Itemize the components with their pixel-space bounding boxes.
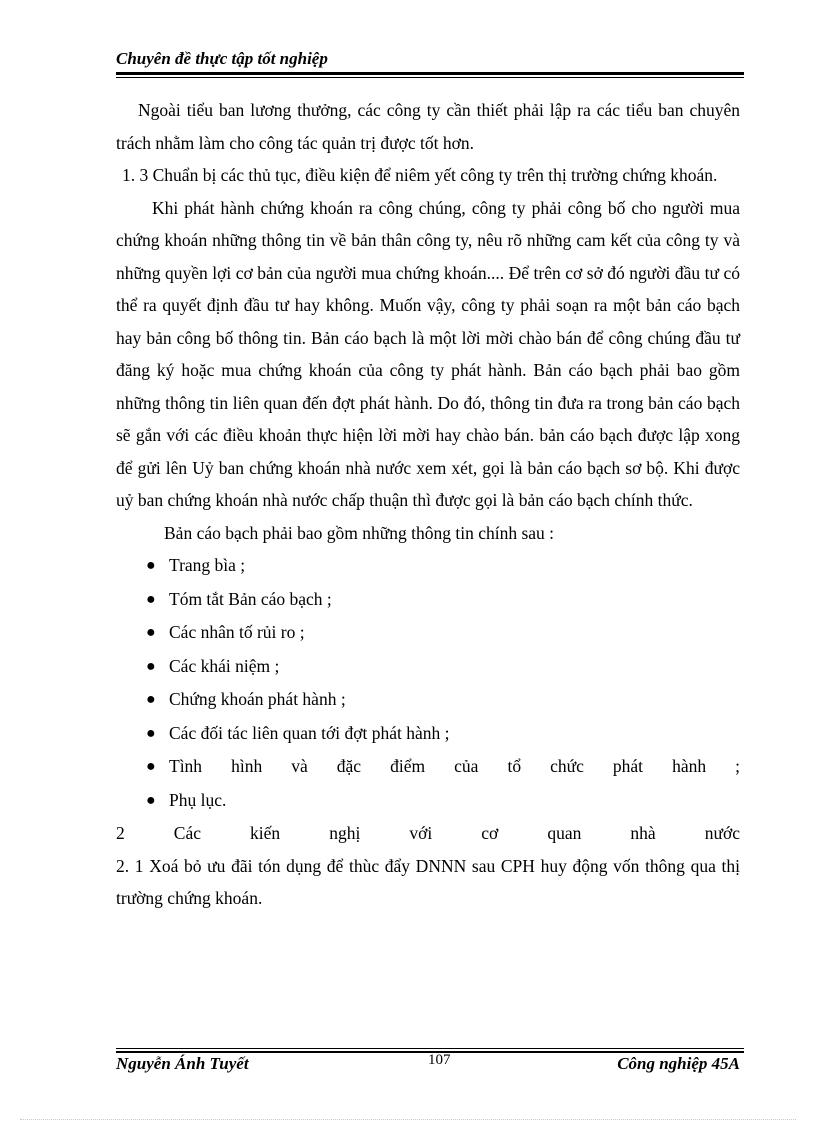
page-number: 107 xyxy=(428,1052,451,1068)
list-item: ● Các đối tác liên quan tới đợt phát hành ; xyxy=(116,717,740,751)
bullet-icon: ● xyxy=(146,758,156,775)
prospectus-contents-list xyxy=(116,549,740,817)
page-bottom-border xyxy=(20,1119,796,1120)
list-item: ● Trang bìa ; xyxy=(116,549,740,583)
bullet-icon: ● xyxy=(146,657,156,675)
footer-author: Nguyễn Ánh Tuyết xyxy=(116,1054,249,1073)
list-item: ● Tình hình và đặc điểm của tổ chức phát hành ; xyxy=(116,750,740,784)
footer-rule-thin xyxy=(116,1048,744,1049)
section-heading-1-3: 1. 3 Chuẩn bị các thủ tục, điều kiện để niêm yết công ty trên thị trường chứng khoán. xyxy=(122,165,718,185)
section-heading-2: 2 Các kiến nghị với cơ quan nhà nước xyxy=(116,823,740,843)
section-heading-2-1: 2. 1 Xoá bỏ ưu đãi tón dụng để thùc đẩy DNNN sau CPH huy động vốn thông qua thị trường chứng khoán. xyxy=(116,855,740,908)
list-item: ● Chứng khoán phát hành ; xyxy=(116,683,740,717)
bullet-icon: ● xyxy=(146,557,156,574)
footer-class: Công nghiệp 45A xyxy=(617,1054,740,1073)
page-header xyxy=(116,48,744,70)
paragraph-subcommittees: Ngoài tiểu ban lương thưởng, các công ty cần thiết phải lập ra các tiểu ban chuyên trách nhằm làm cho công tác quản trị được tốt hơn. xyxy=(116,100,740,153)
list-item: ● Phụ lục. xyxy=(116,784,740,818)
bullet-icon: ● xyxy=(146,791,156,809)
list-item: ● Các nhân tố rủi ro ; xyxy=(116,616,740,650)
header-title: Chuyên đề thực tập tốt nghiệp xyxy=(116,49,328,68)
paragraph-prospectus-contents-intro: Bản cáo bạch phải bao gồm những thông tin chính sau : xyxy=(164,522,555,543)
paragraph-prospectus: Khi phát hành chứng khoán ra công chúng, công ty phải công bố cho người mua chứng khoán những thông tin về bản thân công ty, nêu rõ những cam kết của công ty và những quyền lợi cơ bản của người mua chứng khoán.... Để trên cơ sở đó người đầu tư có thể ra quyết định đầu tư hay không. Muốn vậy, công ty phải soạn ra một bản cáo bạch hay bản công bố thông tin. Bản cáo bạch là một lời mời chào bán để công chúng đầu tư đăng ký hoặc mua chứng khoán của công ty phát hành. Bản cáo bạch phải bao gồm những thông tin liên quan đến đợt phát hành. Do đó, thông tin đưa ra trong bản cáo bạch sẽ gắn với các điều khoản thực hiện lời mời hay chào bán. bản cáo bạch được lập xong để gửi lên Uỷ ban chứng khoán nhà nước xem xét, gọi là bản cáo bạch sơ bộ. Khi được uỷ ban chứng khoán nhà nước chấp thuận thì được gọi là bản cáo bạch chính thức. xyxy=(116,197,740,510)
document-body xyxy=(116,94,740,915)
list-item: ● Các khái niệm ; xyxy=(116,650,740,684)
list-item: ● Tóm tắt Bản cáo bạch ; xyxy=(116,583,740,617)
header-rule-thin xyxy=(116,77,744,78)
bullet-icon: ● xyxy=(146,724,156,742)
bullet-icon: ● xyxy=(146,691,156,708)
header-rule-thick xyxy=(116,72,744,75)
bullet-icon: ● xyxy=(146,624,156,641)
bullet-icon: ● xyxy=(146,590,156,608)
